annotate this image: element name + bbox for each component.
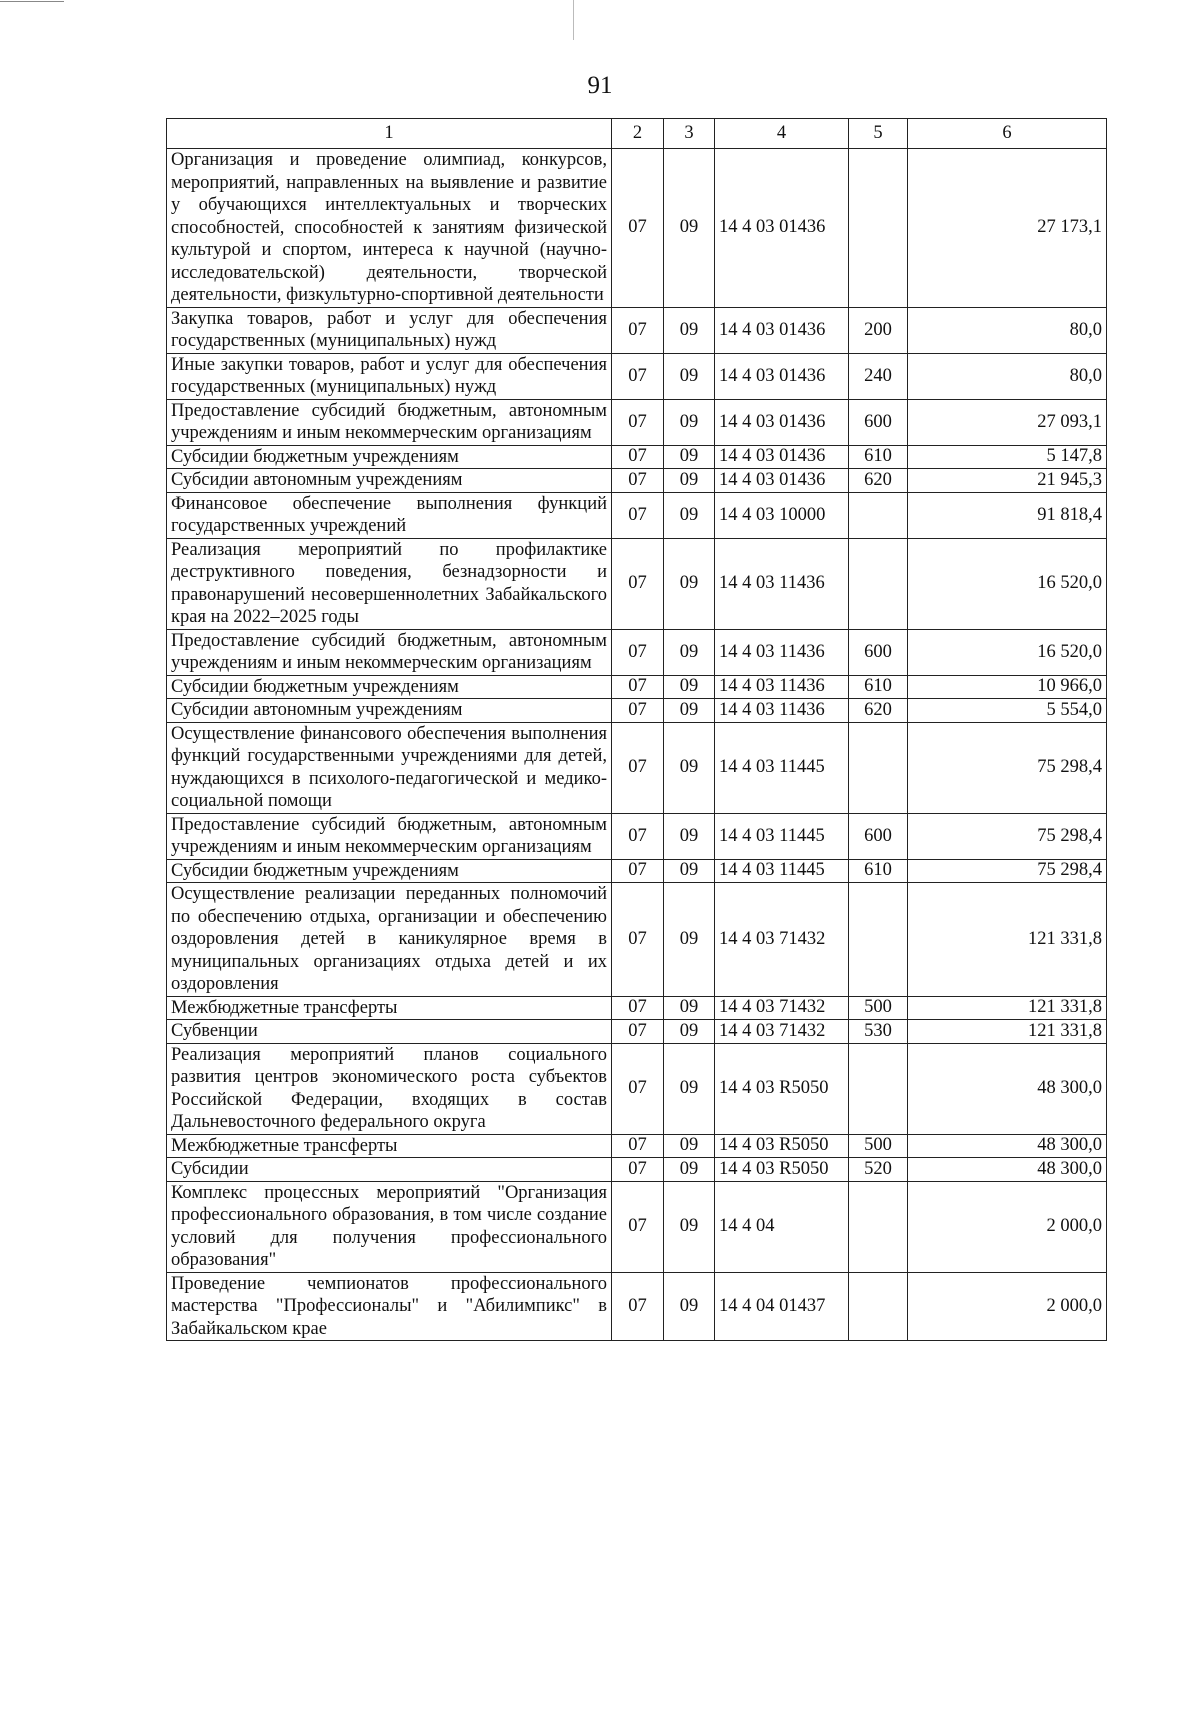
target-article-cell: 14 4 03 71432 — [715, 1020, 849, 1044]
expense-type-cell: 240 — [849, 353, 908, 399]
expense-type-cell: 520 — [849, 1158, 908, 1182]
subsection-code-cell: 09 — [664, 859, 715, 883]
row-name-cell: Субвенции — [167, 1020, 612, 1044]
subsection-code-cell: 09 — [664, 492, 715, 538]
subsection-code-cell: 09 — [664, 1043, 715, 1134]
amount-cell: 16 520,0 — [908, 538, 1107, 629]
subsection-code-cell: 09 — [664, 1158, 715, 1182]
table-row — [167, 1043, 1107, 1134]
section-code-cell: 07 — [612, 149, 664, 308]
amount-cell: 5 147,8 — [908, 445, 1107, 469]
expense-type-cell — [849, 538, 908, 629]
row-name-cell: Предоставление субсидий бюджетным, автономным учреждениям и иным некоммерческим организациям — [167, 399, 612, 445]
section-code-cell: 07 — [612, 629, 664, 675]
expense-type-cell — [849, 1272, 908, 1341]
amount-cell: 48 300,0 — [908, 1134, 1107, 1158]
section-code-cell: 07 — [612, 399, 664, 445]
section-code-cell: 07 — [612, 469, 664, 493]
scan-artifact-top-mark — [573, 0, 574, 40]
section-code-cell: 07 — [612, 1158, 664, 1182]
row-name-cell: Субсидии бюджетным учреждениям — [167, 675, 612, 699]
expense-type-cell: 610 — [849, 675, 908, 699]
header-cell-1: 1 — [167, 119, 612, 149]
expense-type-cell: 600 — [849, 813, 908, 859]
amount-cell: 75 298,4 — [908, 859, 1107, 883]
amount-cell: 48 300,0 — [908, 1043, 1107, 1134]
subsection-code-cell: 09 — [664, 1181, 715, 1272]
subsection-code-cell: 09 — [664, 813, 715, 859]
row-name-cell: Предоставление субсидий бюджетным, автономным учреждениям и иным некоммерческим организациям — [167, 813, 612, 859]
amount-cell: 80,0 — [908, 307, 1107, 353]
expense-type-cell: 200 — [849, 307, 908, 353]
table-row — [167, 996, 1107, 1020]
expense-type-cell: 620 — [849, 469, 908, 493]
table-row — [167, 813, 1107, 859]
amount-cell: 80,0 — [908, 353, 1107, 399]
subsection-code-cell: 09 — [664, 629, 715, 675]
page-number: 91 — [587, 72, 613, 99]
amount-cell: 10 966,0 — [908, 675, 1107, 699]
expense-type-cell: 500 — [849, 996, 908, 1020]
table-row — [167, 675, 1107, 699]
target-article-cell: 14 4 03 11445 — [715, 813, 849, 859]
amount-cell: 2 000,0 — [908, 1181, 1107, 1272]
row-name-cell: Предоставление субсидий бюджетным, автономным учреждениям и иным некоммерческим организациям — [167, 629, 612, 675]
target-article-cell: 14 4 03 01436 — [715, 469, 849, 493]
expense-type-cell: 500 — [849, 1134, 908, 1158]
target-article-cell: 14 4 03 01436 — [715, 307, 849, 353]
header-cell-6: 6 — [908, 119, 1107, 149]
subsection-code-cell: 09 — [664, 699, 715, 723]
header-cell-5: 5 — [849, 119, 908, 149]
target-article-cell: 14 4 03 11445 — [715, 859, 849, 883]
header-cell-2: 2 — [612, 119, 664, 149]
amount-cell: 121 331,8 — [908, 996, 1107, 1020]
row-name-cell: Осуществление реализации переданных полномочий по обеспечению отдыха, организации и обеспечению оздоровления детей в каникулярное время в муниципальных организациях отдыха детей и их оздоровления — [167, 883, 612, 997]
amount-cell: 75 298,4 — [908, 722, 1107, 813]
subsection-code-cell: 09 — [664, 149, 715, 308]
expense-type-cell: 610 — [849, 445, 908, 469]
target-article-cell: 14 4 03 11436 — [715, 538, 849, 629]
section-code-cell: 07 — [612, 996, 664, 1020]
table-row — [167, 149, 1107, 308]
table-row — [167, 492, 1107, 538]
amount-cell: 2 000,0 — [908, 1272, 1107, 1341]
table-row — [167, 307, 1107, 353]
row-name-cell: Субсидии — [167, 1158, 612, 1182]
row-name-cell: Реализация мероприятий планов социального развития центров экономического роста субъектов Российской Федерации, входящих в состав Дальневосточного федерального округа — [167, 1043, 612, 1134]
section-code-cell: 07 — [612, 722, 664, 813]
expense-type-cell — [849, 1181, 908, 1272]
subsection-code-cell: 09 — [664, 1272, 715, 1341]
section-code-cell: 07 — [612, 699, 664, 723]
section-code-cell: 07 — [612, 883, 664, 997]
amount-cell: 27 093,1 — [908, 399, 1107, 445]
scan-artifact-top-left — [0, 1, 64, 2]
expense-type-cell — [849, 883, 908, 997]
section-code-cell: 07 — [612, 813, 664, 859]
subsection-code-cell: 09 — [664, 538, 715, 629]
section-code-cell: 07 — [612, 859, 664, 883]
table-header-row — [167, 119, 1107, 149]
budget-table — [166, 118, 1107, 1341]
row-name-cell: Субсидии автономным учреждениям — [167, 469, 612, 493]
expense-type-cell: 530 — [849, 1020, 908, 1044]
table-row — [167, 1158, 1107, 1182]
table-row — [167, 699, 1107, 723]
subsection-code-cell: 09 — [664, 445, 715, 469]
row-name-cell: Проведение чемпионатов профессионального мастерства "Профессионалы" и "Абилимпикс" в Забайкальском крае — [167, 1272, 612, 1341]
section-code-cell: 07 — [612, 538, 664, 629]
table-row — [167, 1134, 1107, 1158]
row-name-cell: Закупка товаров, работ и услуг для обеспечения государственных (муниципальных) нужд — [167, 307, 612, 353]
amount-cell: 121 331,8 — [908, 1020, 1107, 1044]
target-article-cell: 14 4 03 11445 — [715, 722, 849, 813]
expense-type-cell — [849, 722, 908, 813]
table-row — [167, 722, 1107, 813]
expense-type-cell: 600 — [849, 629, 908, 675]
target-article-cell: 14 4 04 — [715, 1181, 849, 1272]
section-code-cell: 07 — [612, 1043, 664, 1134]
section-code-cell: 07 — [612, 1020, 664, 1044]
section-code-cell: 07 — [612, 353, 664, 399]
subsection-code-cell: 09 — [664, 399, 715, 445]
subsection-code-cell: 09 — [664, 722, 715, 813]
target-article-cell: 14 4 03 10000 — [715, 492, 849, 538]
row-name-cell: Субсидии бюджетным учреждениям — [167, 859, 612, 883]
row-name-cell: Иные закупки товаров, работ и услуг для обеспечения государственных (муниципальных) нужд — [167, 353, 612, 399]
target-article-cell: 14 4 03 R5050 — [715, 1043, 849, 1134]
expense-type-cell — [849, 149, 908, 308]
subsection-code-cell: 09 — [664, 883, 715, 997]
section-code-cell: 07 — [612, 492, 664, 538]
section-code-cell: 07 — [612, 675, 664, 699]
header-cell-4: 4 — [715, 119, 849, 149]
target-article-cell: 14 4 03 11436 — [715, 675, 849, 699]
target-article-cell: 14 4 03 71432 — [715, 883, 849, 997]
row-name-cell: Межбюджетные трансферты — [167, 996, 612, 1020]
amount-cell: 91 818,4 — [908, 492, 1107, 538]
row-name-cell: Осуществление финансового обеспечения выполнения функций государственными учреждениями для детей, нуждающихся в психолого-педагогической и медико-социальной помощи — [167, 722, 612, 813]
table-row — [167, 538, 1107, 629]
table-row — [167, 883, 1107, 997]
table-row — [167, 445, 1107, 469]
amount-cell: 27 173,1 — [908, 149, 1107, 308]
expense-type-cell — [849, 492, 908, 538]
target-article-cell: 14 4 03 01436 — [715, 399, 849, 445]
subsection-code-cell: 09 — [664, 675, 715, 699]
table-row — [167, 469, 1107, 493]
table-row — [167, 353, 1107, 399]
row-name-cell: Финансовое обеспечение выполнения функций государственных учреждений — [167, 492, 612, 538]
amount-cell: 16 520,0 — [908, 629, 1107, 675]
row-name-cell: Организация и проведение олимпиад, конкурсов, мероприятий, направленных на выявление и развитие у обучающихся интеллектуальных и творческих способностей, способностей к занятиям физической культурой и спортом, интереса к научной (научно-исследовательской) деятельности, творческой деятельности, физкультурно-спортивной деятельности — [167, 149, 612, 308]
subsection-code-cell: 09 — [664, 353, 715, 399]
table-body — [167, 149, 1107, 1341]
row-name-cell: Субсидии бюджетным учреждениям — [167, 445, 612, 469]
table-row — [167, 399, 1107, 445]
subsection-code-cell: 09 — [664, 1134, 715, 1158]
target-article-cell: 14 4 03 01436 — [715, 149, 849, 308]
subsection-code-cell: 09 — [664, 307, 715, 353]
section-code-cell: 07 — [612, 1272, 664, 1341]
section-code-cell: 07 — [612, 307, 664, 353]
target-article-cell: 14 4 03 01436 — [715, 353, 849, 399]
row-name-cell: Межбюджетные трансферты — [167, 1134, 612, 1158]
expense-type-cell: 600 — [849, 399, 908, 445]
target-article-cell: 14 4 04 01437 — [715, 1272, 849, 1341]
row-name-cell: Субсидии автономным учреждениям — [167, 699, 612, 723]
row-name-cell: Реализация мероприятий по профилактике деструктивного поведения, безнадзорности и правонарушений несовершеннолетних Забайкальского края на 2022–2025 годы — [167, 538, 612, 629]
expense-type-cell: 610 — [849, 859, 908, 883]
target-article-cell: 14 4 03 R5050 — [715, 1158, 849, 1182]
amount-cell: 48 300,0 — [908, 1158, 1107, 1182]
table-row — [167, 1272, 1107, 1341]
subsection-code-cell: 09 — [664, 469, 715, 493]
table-row — [167, 629, 1107, 675]
expense-type-cell: 620 — [849, 699, 908, 723]
amount-cell: 5 554,0 — [908, 699, 1107, 723]
amount-cell: 75 298,4 — [908, 813, 1107, 859]
amount-cell: 121 331,8 — [908, 883, 1107, 997]
subsection-code-cell: 09 — [664, 996, 715, 1020]
table-row — [167, 859, 1107, 883]
target-article-cell: 14 4 03 R5050 — [715, 1134, 849, 1158]
table-row — [167, 1020, 1107, 1044]
table-row — [167, 1181, 1107, 1272]
amount-cell: 21 945,3 — [908, 469, 1107, 493]
header-cell-3: 3 — [664, 119, 715, 149]
section-code-cell: 07 — [612, 1181, 664, 1272]
expense-type-cell — [849, 1043, 908, 1134]
subsection-code-cell: 09 — [664, 1020, 715, 1044]
target-article-cell: 14 4 03 11436 — [715, 699, 849, 723]
target-article-cell: 14 4 03 01436 — [715, 445, 849, 469]
section-code-cell: 07 — [612, 445, 664, 469]
target-article-cell: 14 4 03 11436 — [715, 629, 849, 675]
row-name-cell: Комплекс процессных мероприятий "Организация профессионального образования, в том числе создание условий для получения профессионального образования" — [167, 1181, 612, 1272]
section-code-cell: 07 — [612, 1134, 664, 1158]
target-article-cell: 14 4 03 71432 — [715, 996, 849, 1020]
